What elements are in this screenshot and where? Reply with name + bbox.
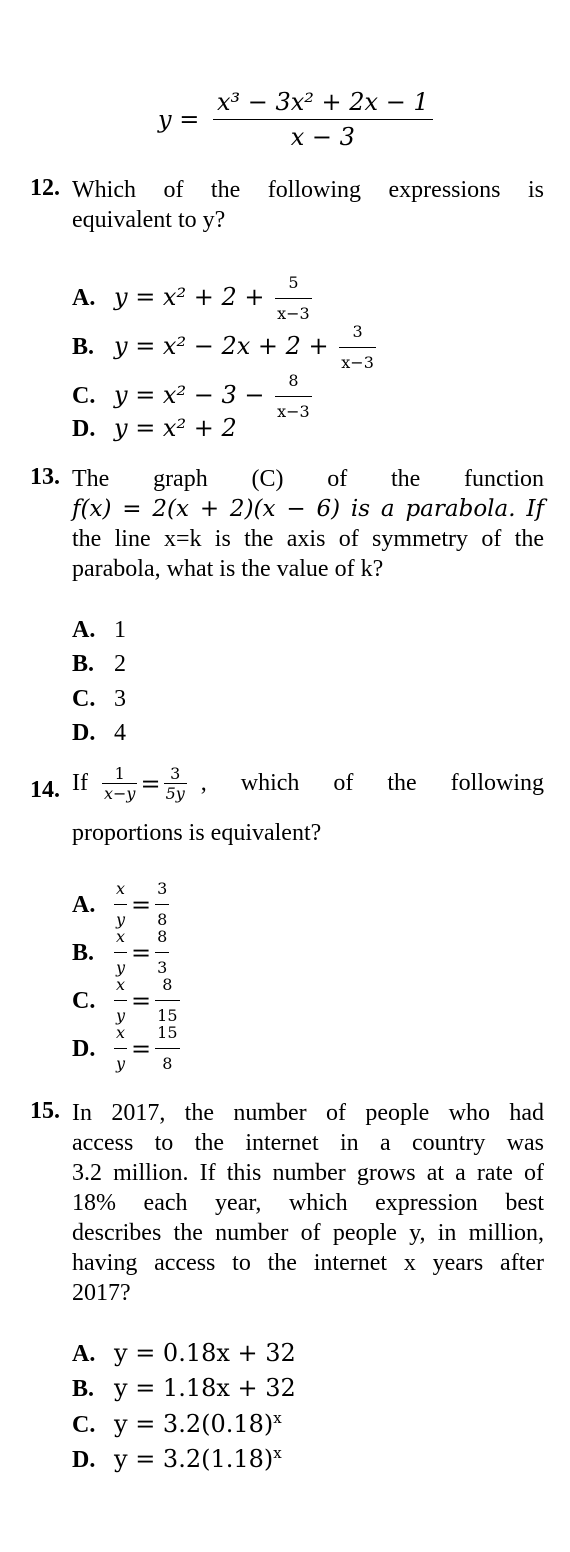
option-right-fraction	[155, 1018, 179, 1079]
fraction-denominator: 8	[155, 1048, 179, 1079]
question-14-rest: , which of the following	[200, 770, 544, 796]
question-13-option-c[interactable]	[72, 684, 126, 714]
option-letter: B.	[72, 1376, 95, 1402]
option-letter: C.	[72, 1412, 96, 1438]
fraction-denominator: 5y	[165, 784, 185, 803]
question-13-option-b[interactable]	[72, 649, 126, 679]
equals-sign: =	[131, 890, 152, 919]
fraction-numerator: 1	[114, 764, 125, 783]
question-15-option-c[interactable]	[72, 1409, 282, 1440]
fraction-denominator: y	[114, 1000, 127, 1031]
option-expression: y = x² − 2x + 2 +	[114, 332, 329, 360]
question-15-line-5: describes the number of people y, in million,	[72, 1220, 544, 1246]
fraction-denominator: 15	[155, 1000, 179, 1031]
question-15-line-1: In 2017, the number of people who had	[72, 1100, 544, 1126]
option-letter: D.	[72, 416, 96, 442]
fraction-denominator: y	[114, 904, 127, 935]
option-text: 1	[114, 617, 126, 643]
question-15-text	[72, 1098, 544, 1308]
fraction-numerator: 3	[170, 764, 181, 783]
option-text: 3	[114, 686, 126, 712]
option-letter: A.	[72, 617, 96, 643]
option-text: y = 3.2(1.18)	[114, 1445, 274, 1473]
option-text: y = 3.2(0.18)	[114, 1410, 274, 1438]
fraction-denominator: x−y	[103, 784, 136, 803]
question-12-option-d[interactable]	[72, 413, 237, 444]
fraction-numerator: 3	[157, 879, 168, 898]
question-14-line-1	[72, 764, 544, 803]
question-15-line-3: 3.2 million. If this number grows at a rate of	[72, 1160, 544, 1186]
option-letter: D.	[72, 1035, 96, 1062]
equation-numerator: x³ − 3x² + 2x − 1	[216, 88, 429, 116]
equation-left-fraction	[102, 764, 137, 803]
question-13-line-4: parabola, what is the value of k?	[72, 556, 384, 582]
option-exponent: x	[273, 1409, 282, 1427]
question-13-number: 13.	[30, 464, 60, 490]
question-12-line-1: Which of the following expressions is	[72, 177, 544, 203]
option-letter: A.	[72, 1341, 96, 1367]
option-letter: A.	[72, 891, 96, 918]
question-14-option-d[interactable]	[72, 1018, 180, 1079]
fraction-numerator: x	[116, 1023, 126, 1042]
question-15-line-2: access to the internet in a country was	[72, 1130, 544, 1156]
option-text: y = 1.18x + 32	[114, 1374, 296, 1402]
option-letter: C.	[72, 987, 96, 1014]
option-letter: D.	[72, 1447, 96, 1473]
fraction-numerator: x	[116, 927, 126, 946]
question-15-number: 15.	[30, 1098, 60, 1124]
fraction-numerator: 15	[157, 1023, 178, 1042]
option-text: 2	[114, 651, 126, 677]
question-15-line-6: having access to the internet x years after	[72, 1250, 544, 1276]
equation-denominator: x − 3	[213, 119, 433, 151]
option-letter: A.	[72, 285, 96, 311]
question-12-line-2: equivalent to y?	[72, 207, 226, 233]
question-13-line-3: the line x=k is the axis of symmetry of the	[72, 526, 544, 552]
equals-sign: =	[131, 1034, 152, 1063]
equation-right-fraction	[164, 764, 187, 803]
fraction-denominator: 3	[155, 952, 169, 983]
question-13-line-2: f(x) = 2(x + 2)(x − 6) is a parabola. If	[72, 496, 544, 522]
question-13-line-1: The graph (C) of the function	[72, 466, 544, 492]
option-letter: C.	[72, 686, 96, 712]
question-15-option-b[interactable]	[72, 1373, 296, 1404]
fraction-numerator: 8	[288, 371, 299, 390]
option-letter: D.	[72, 720, 96, 746]
option-letter: B.	[72, 939, 95, 966]
equation-fraction	[213, 88, 433, 151]
option-text: 4	[114, 720, 126, 746]
option-letter: B.	[72, 334, 95, 360]
question-12-number: 12.	[30, 175, 60, 201]
fraction-denominator: x−3	[275, 396, 312, 427]
fraction-numerator: x	[116, 879, 126, 898]
option-left-fraction	[114, 1018, 127, 1079]
equals-sign: =	[131, 938, 152, 967]
question-13-option-d[interactable]	[72, 718, 126, 748]
fraction-denominator: y	[114, 952, 127, 983]
question-13-option-a[interactable]	[72, 615, 126, 645]
fraction-numerator: 8	[157, 927, 168, 946]
fraction-numerator: 3	[352, 322, 363, 341]
fraction-numerator: x	[116, 975, 126, 994]
option-fraction	[275, 366, 312, 427]
option-fraction	[339, 317, 376, 378]
equals-sign: =	[140, 769, 161, 798]
question-15-option-a[interactable]	[72, 1338, 296, 1369]
fraction-numerator: 5	[288, 273, 299, 292]
equals-sign: =	[131, 986, 152, 1015]
option-expression: y = x² + 2	[114, 414, 237, 442]
option-text: y = 0.18x + 32	[114, 1339, 296, 1367]
question-14-line-2: proportions is equivalent?	[72, 820, 322, 846]
option-expression: y = x² − 3 −	[114, 381, 265, 409]
option-letter: B.	[72, 651, 95, 677]
question-15-option-d[interactable]	[72, 1444, 282, 1475]
question-15-line-7: 2017?	[72, 1280, 131, 1306]
option-exponent: x	[273, 1444, 282, 1462]
fraction-denominator: 8	[155, 904, 169, 935]
question-14-intro: If	[72, 770, 88, 796]
question-15-line-4: 18% each year, which expression best	[72, 1190, 544, 1216]
fraction-denominator: x−3	[339, 347, 376, 378]
option-letter: C.	[72, 383, 96, 409]
header-equation	[158, 88, 433, 151]
fraction-denominator: y	[114, 1048, 127, 1079]
fraction-denominator: x−3	[275, 298, 312, 329]
question-14-number: 14.	[30, 777, 60, 803]
fraction-numerator: 8	[162, 975, 173, 994]
option-expression: y = x² + 2 +	[114, 283, 265, 311]
equation-lhs: y =	[158, 105, 200, 134]
